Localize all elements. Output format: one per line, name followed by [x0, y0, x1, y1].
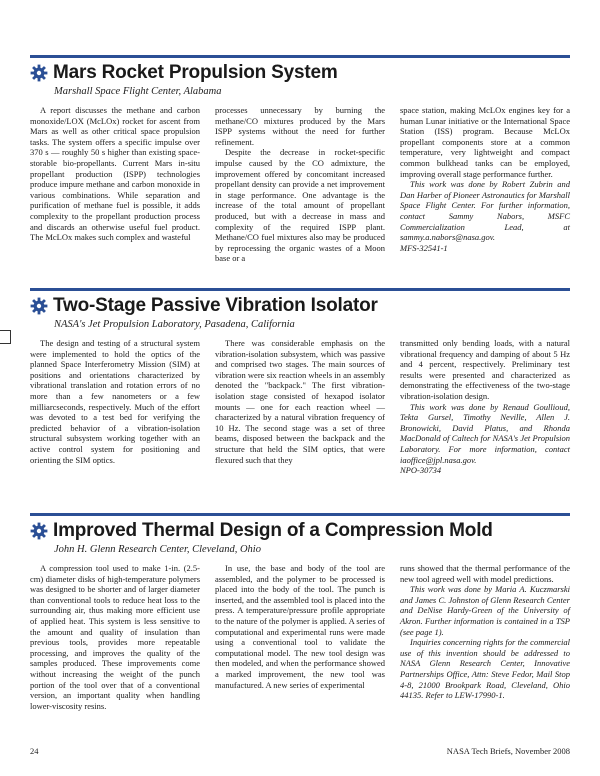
credit-text: This work was done by Maria A. Kuczmarski and James C. Johnston of Glenn Research Center and DeNise Hardy-Green of the University of Akron. Further information is contained in a TSP (see page 1). [400, 584, 570, 637]
paragraph: A compression tool used to make 1-in. (2.5-cm) diameter disks of high-temperature polymers was designed to be shorter and of larger diameter than conventional tools to reduce heat loss to the surrounding air, thus making more efficient use of applied heat. This system is less sensitive to the amount and quality of insulation than previous tools, provides more repeatable processing, and improves the quality of the samples produced. These improvements come without increasing the weight of the punch portion of the tool over that of a conventional version, an important quality when handling lower-viscosity resins. [30, 563, 200, 711]
gear-icon [30, 522, 48, 540]
page-number: 24 [30, 746, 39, 756]
reference-number: NPO-30734 [400, 465, 442, 476]
credit-text: This work was done by Renaud Goullioud, Tekta Gursel, Timothy Neville, Allen J. Bronowicki, David Platus, and Rhonda MacDonald of Caltech for NASA's Jet Propulsion Laboratory. For more information, contact iaoffice@jpl.nasa.gov. [400, 401, 570, 465]
paragraph: The design and testing of a structural system were implemented to hold the optics of the planned Space Interferometry Mission (SIM) at positions and orientations characterized by vibrational translation and rotation errors of no more than a few nanometers or a few milliarcseconds, respectively. Much of the effort was devoted to a test bed for verifying the predicted behavior of a vibration-isolation structural subsystem working together with an active control system for positioning and orienting the SIM optics. [30, 338, 200, 465]
paragraph: In use, the base and body of the tool are assembled, and the polymer to be processed is placed into the body of the tool. The punch is inserted, and the assembled tool is placed into the press. A temperature/pressure profile appropriate to the nature of the polymer is applied. A series of computational and experimental runs were made using a conventional tool to validate the computational model. The new tool design was then modeled, and when the performance showed a marked improvement, the new tool was manufactured. A new series of experimental [215, 563, 385, 690]
gear-icon [30, 297, 48, 315]
page-footer [30, 746, 570, 756]
article-column-1 [30, 338, 200, 476]
article-column-1 [30, 105, 200, 264]
article-header [30, 520, 570, 542]
article-column-3 [400, 338, 570, 476]
reference-number: MFS-32541-1 [400, 242, 448, 253]
article-column-3 [400, 105, 570, 264]
article-location: NASA's Jet Propulsion Laboratory, Pasadena, California [54, 319, 295, 330]
section-rule-2 [30, 288, 570, 291]
article-header [30, 62, 570, 84]
article-header [30, 295, 570, 317]
gear-icon [30, 64, 48, 82]
article-title: Improved Thermal Design of a Compression Mold [53, 520, 493, 541]
paragraph: runs showed that the thermal performance of the new tool agreed well with model predictions. [400, 563, 570, 584]
article-title: Mars Rocket Propulsion System [53, 62, 338, 83]
article-column-2 [215, 105, 385, 264]
section-rule-1 [30, 55, 570, 58]
article-column-2 [215, 338, 385, 476]
article-title: Two-Stage Passive Vibration Isolator [53, 295, 378, 316]
paragraph: processes unnecessary by burning the methane/CO mixtures produced by the Mars ISPP systems without the need for further refinement. [215, 105, 385, 147]
inquiry-text: Inquiries concerning rights for the commercial use of this invention should be addressed to NASA Glenn Research Center, Innovative Partnerships Office, Attn: Steve Fedor, Mail Stop 4-8, 21000 Brookpark Road, Cleveland, Ohio 44135. Refer to LEW-17990-1. [400, 637, 570, 701]
paragraph: transmitted only bending loads, with a natural vibrational frequency and damping of about 5 Hz and 4 percent, respectively. Preliminary test results were presented and characterized as demonstrating the effectiveness of the two-stage vibration-isolation design. [400, 338, 570, 401]
article-mars-rocket [30, 62, 570, 264]
article-location: John H. Glenn Research Center, Cleveland, Ohio [54, 544, 261, 555]
article-compression-mold [30, 520, 570, 711]
article-column-3 [400, 563, 570, 711]
paragraph: Despite the decrease in rocket-specific impulse caused by the CO admixture, the improvement offered by concomitant increased propellant density can provide a net improvement in stage performance. One advantage is the increase of the total amount of propellant produced, but with a decrease in mass and complexity of the required ISPP plant. Methane/CO fuel mixtures also may be produced by reprocessing the organic wastes of a Moon base or a [215, 147, 385, 264]
paragraph: A report discusses the methane and carbon monoxide/LOX (McLOx) rocket for ascent from Mars as well as other critical space propulsion tasks. The system offers a specific impulse over 370 s — roughly 50 s higher than existing space-storable bio-propellants. Current Mars in-situ propellant production (ISPP) technologies produce impure methane and carbon monoxide in various combinations. While separation and purification of methane fuel is possible, it adds complexity to the propellant production process and discards an otherwise useful fuel product. The McLOx makes such complex and wasteful [30, 105, 200, 243]
page-edge-tab [0, 330, 11, 344]
article-vibration-isolator [30, 295, 570, 476]
section-rule-3 [30, 513, 570, 516]
publication-name: NASA Tech Briefs, November 2008 [446, 746, 570, 756]
paragraph: There was considerable emphasis on the vibration-isolation subsystem, which was passive and comprised two stages. The main sources of vibration were six reaction wheels in an assembly denoted the "backpack." The first vibration-isolation stage consisted of hexapod isolator mounts — one for each reaction wheel — characterized by a natural vibration frequency of 10 Hz. The second stage was a set of three beams, disposed between the backpack and the structure that held the SIM optics, that were flexured such that they [215, 338, 385, 465]
article-location: Marshall Space Flight Center, Alabama [54, 86, 222, 97]
article-column-1 [30, 563, 200, 711]
article-column-2 [215, 563, 385, 711]
paragraph: space station, making McLOx engines key for a human Lunar initiative or the International Space Station (ISS) program. Because McLOx propellant components store at a common temperature, very lightweight and compact common bulkhead tanks can be employed, improving overall stage performance further. [400, 105, 570, 179]
credit-text: This work was done by Robert Zubrin and Dan Harber of Pioneer Astronautics for Marshall Space Flight Center. For further information, contact Sammy Nabors, MSFC Commercialization Lead, at sammy.a.nabors@nasa.gov. [400, 179, 570, 243]
